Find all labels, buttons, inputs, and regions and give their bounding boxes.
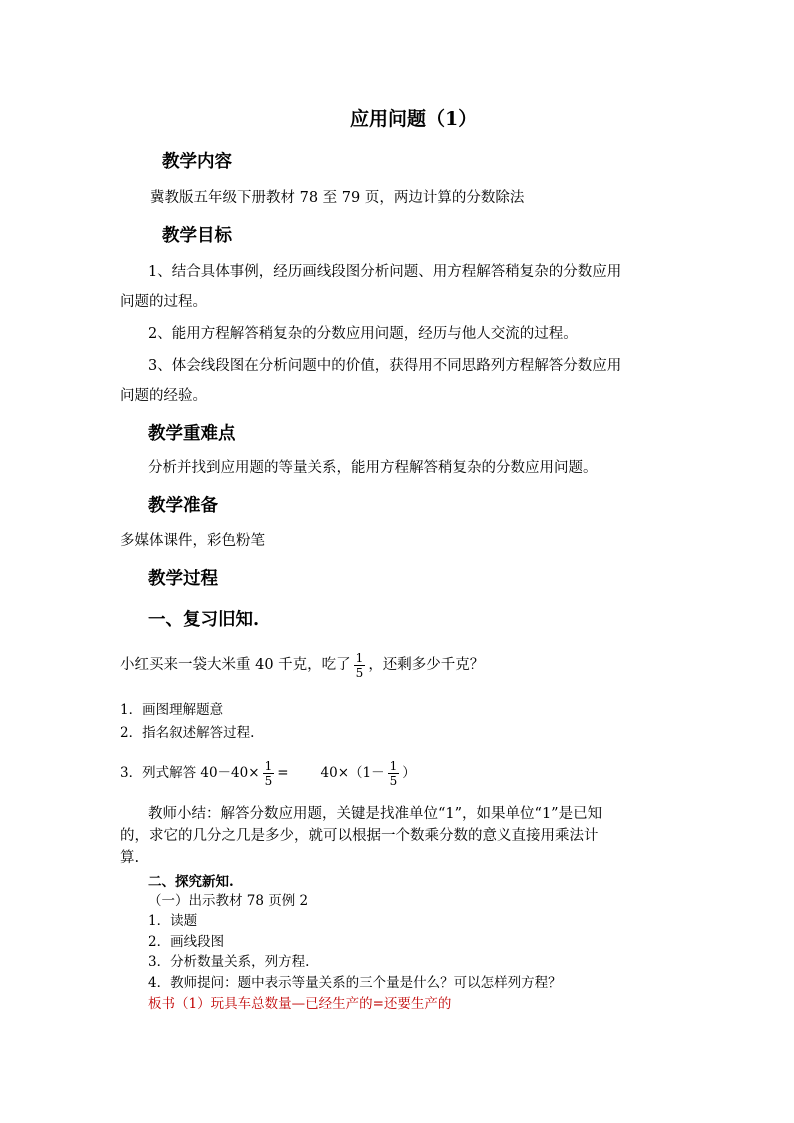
example-intro: （一）出示教材 78 页例 2 [148,893,309,909]
fraction-denominator: 5 [355,665,364,680]
content-text: 冀教版五年级下册教材 78 至 79 页，两边计算的分数除法 [150,190,525,206]
prep-text: 多媒体课件，彩色粉笔 [120,533,265,549]
problem-prefix: 小红买来一袋大米重 40 千克，吃了 [120,657,351,673]
example-step-3: 3．分析数量关系，列方程. [148,954,310,970]
fraction-numerator: 1 [355,650,364,665]
goal-2: 2、能用方程解答稍复杂的分数应用问题，经历与他人交流的过程。 [148,326,578,342]
summary-line-3: 算. [120,850,140,866]
fraction-numerator: 1 [264,759,273,773]
goal-1-line-1: 1、结合具体事例，经历画线段图分析问题、用方程解答稍复杂的分数应用 [148,264,622,280]
page-title: 应用问题（1） [350,108,478,130]
content-heading: 教学内容 [162,152,232,172]
review-problem [120,648,484,682]
goals-heading: 教学目标 [162,226,232,246]
example-step-2: 2．画线段图 [148,934,225,950]
fraction-denominator: 5 [389,774,398,788]
review-heading: 一、复习旧知. [148,610,260,630]
summary-line-1: 教师小结：解答分数应用题，关键是找准单位“1”，如果单位“1”是已知 [148,806,603,822]
step-3-alt-suffix: ） [402,765,416,781]
key-heading: 教学重难点 [148,424,236,444]
fraction-denominator: 5 [264,774,273,788]
fraction-one-fifth [354,651,366,680]
fraction-one-fifth [263,759,275,788]
fraction-numerator: 1 [389,759,398,773]
step-3-alt-prefix: 40×（1－ [320,765,385,781]
example-step-1: 1．读题 [148,913,198,929]
fraction-one-fifth [388,759,400,788]
goal-1-line-2: 问题的过程。 [120,294,207,310]
step-3-prefix: 3．列式解答 40－40× [120,765,260,781]
step-3-equals: = [277,765,289,781]
example-step-4: 4．教师提问：题中表示等量关系的三个量是什么？可以怎样列方程？ [148,975,562,991]
goal-3-line-2: 问题的经验。 [120,388,207,404]
step-3 [120,756,416,790]
step-1: 1．画图理解题意 [120,702,224,718]
goal-3-line-1: 3、体会线段图在分析问题中的价值，获得用不同思路列方程解答分数应用 [148,358,622,374]
step-2: 2．指名叙述解答过程. [120,725,255,741]
key-text: 分析并找到应用题的等量关系，能用方程解答稍复杂的分数应用问题。 [148,460,598,476]
prep-heading: 教学准备 [148,496,218,516]
explore-heading: 二、探究新知. [148,874,234,890]
process-heading: 教学过程 [148,569,218,589]
board-text: 板书（1）玩具车总数量—已经生产的=还要生产的 [148,996,452,1012]
summary-line-2: 的，求它的几分之几是多少，就可以根据一个数乘分数的意义直接用乘法计 [120,828,599,844]
problem-suffix: ，还剩多少千克？ [368,657,485,673]
